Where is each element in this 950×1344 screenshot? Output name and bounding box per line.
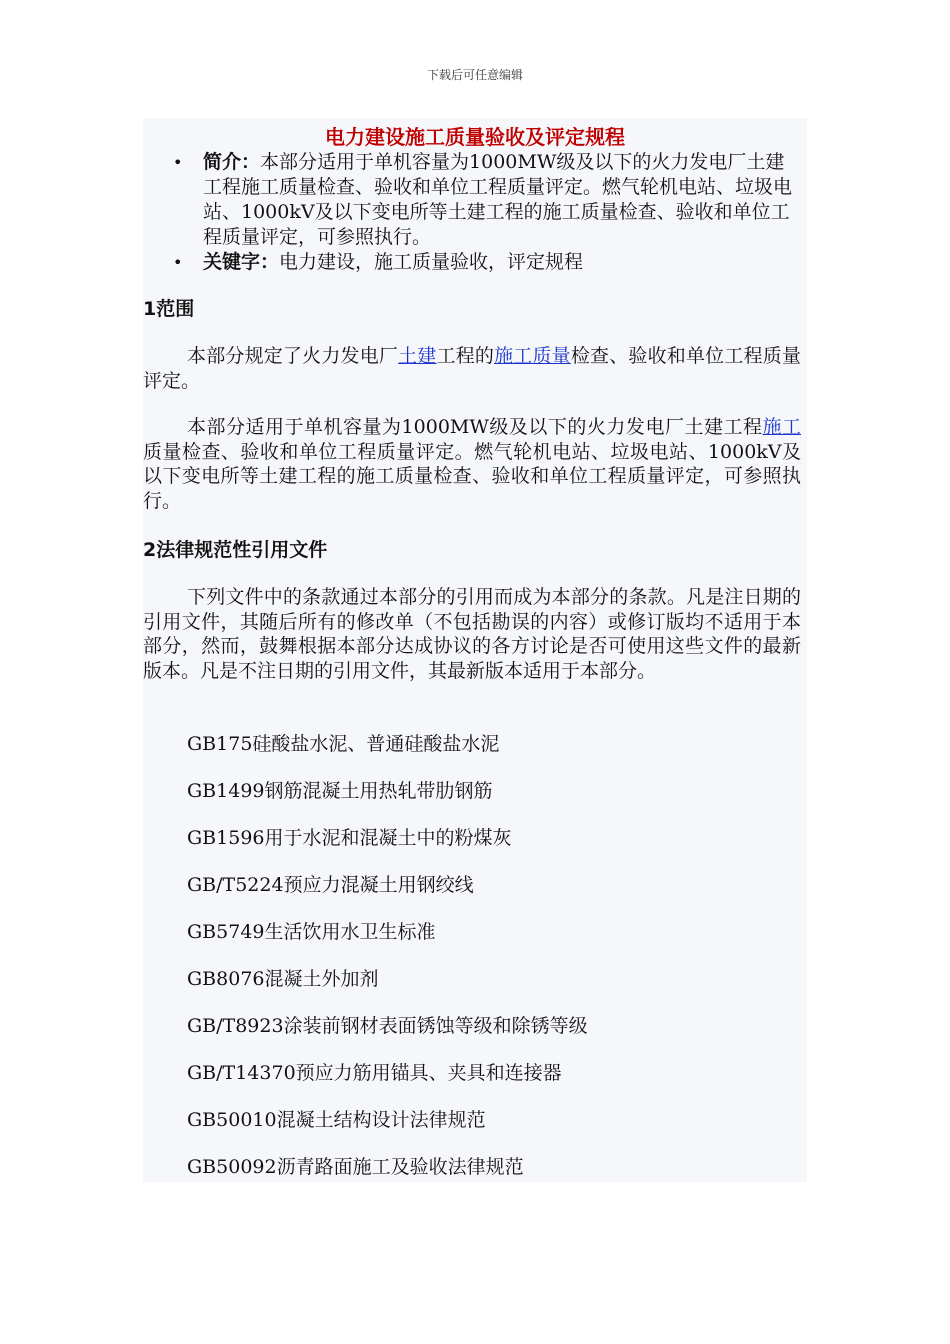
standard-item: GB1596用于水泥和混凝土中的粉煤灰 xyxy=(187,827,512,849)
summary-item-intro xyxy=(173,150,803,250)
paragraph-scope-1 xyxy=(143,344,801,393)
standard-item: GB/T5224预应力混凝土用钢绞线 xyxy=(187,874,474,896)
standard-item: GB175硅酸盐水泥、普通硅酸盐水泥 xyxy=(187,733,500,755)
standard-item: GB/T8923涂装前钢材表面锈蚀等级和除锈等级 xyxy=(187,1015,588,1037)
bullet-icon: • xyxy=(173,253,183,272)
text: 本部分适用于单机容量为1000MW级及以下的火力发电厂土建工程 xyxy=(187,416,763,438)
text: 本部分规定了火力发电厂 xyxy=(187,345,399,367)
section-heading-scope: 1范围 xyxy=(143,298,195,320)
standard-item: GB8076混凝土外加剂 xyxy=(187,968,379,990)
text: 质量检查、验收和单位工程质量评定。燃气轮机电站、垃圾电站、1000kV及以下变电所等土建工程的施工质量检查、验收和单位工程质量评定，可参照执行。 xyxy=(143,440,801,512)
link-construction[interactable]: 施工 xyxy=(762,416,801,438)
section-heading-references: 2法律规范性引用文件 xyxy=(143,539,328,561)
summary-text: 本部分适用于单机容量为1000MW级及以下的火力发电厂土建工程施工质量检查、验收和单位工程质量评定。燃气轮机电站、垃圾电站、1000kV及以下变电所等土建工程的施工质量检查、验收和单位工程质量评定，可参照执行。 xyxy=(203,151,793,248)
paragraph-references: 下列文件中的条款通过本部分的引用而成为本部分的条款。凡是注日期的引用文件，其随后所有的修改单（不包括勘误的内容）或修订版均不适用于本部分，然而，鼓舞根据本部分达成协议的各方讨论是否可使用这些文件的最新版本。凡是不注日期的引用文件，其最新版本适用于本部分。 xyxy=(143,586,801,682)
text: 工程的 xyxy=(436,345,495,367)
document-body xyxy=(143,118,807,1182)
summary-list xyxy=(173,150,803,275)
standard-item: GB5749生活饮用水卫生标准 xyxy=(187,921,436,943)
standard-item: GB/T14370预应力筋用锚具、夹具和连接器 xyxy=(187,1062,562,1084)
summary-term: 简介： xyxy=(203,151,261,173)
summary-text: 电力建设，施工质量验收，评定规程 xyxy=(279,251,584,273)
summary-term: 关键字： xyxy=(203,251,280,273)
text: 检查、验收和单位工程质量评定。 xyxy=(143,345,801,392)
document-title: 电力建设施工质量验收及评定规程 xyxy=(325,125,625,149)
paragraph-scope-2 xyxy=(143,415,801,513)
standard-item: GB1499钢筋混凝土用热轧带肋钢筋 xyxy=(187,780,493,802)
bullet-icon: • xyxy=(173,153,183,172)
standard-item: GB50010混凝土结构设计法律规范 xyxy=(187,1109,486,1131)
page-header-note: 下载后可任意编辑 xyxy=(426,68,523,82)
link-construction-quality[interactable]: 施工质量 xyxy=(494,345,571,367)
standard-item: GB50092沥青路面施工及验收法律规范 xyxy=(187,1156,524,1178)
summary-item-keywords xyxy=(173,250,803,275)
link-civil-works[interactable]: 土建 xyxy=(398,345,437,367)
